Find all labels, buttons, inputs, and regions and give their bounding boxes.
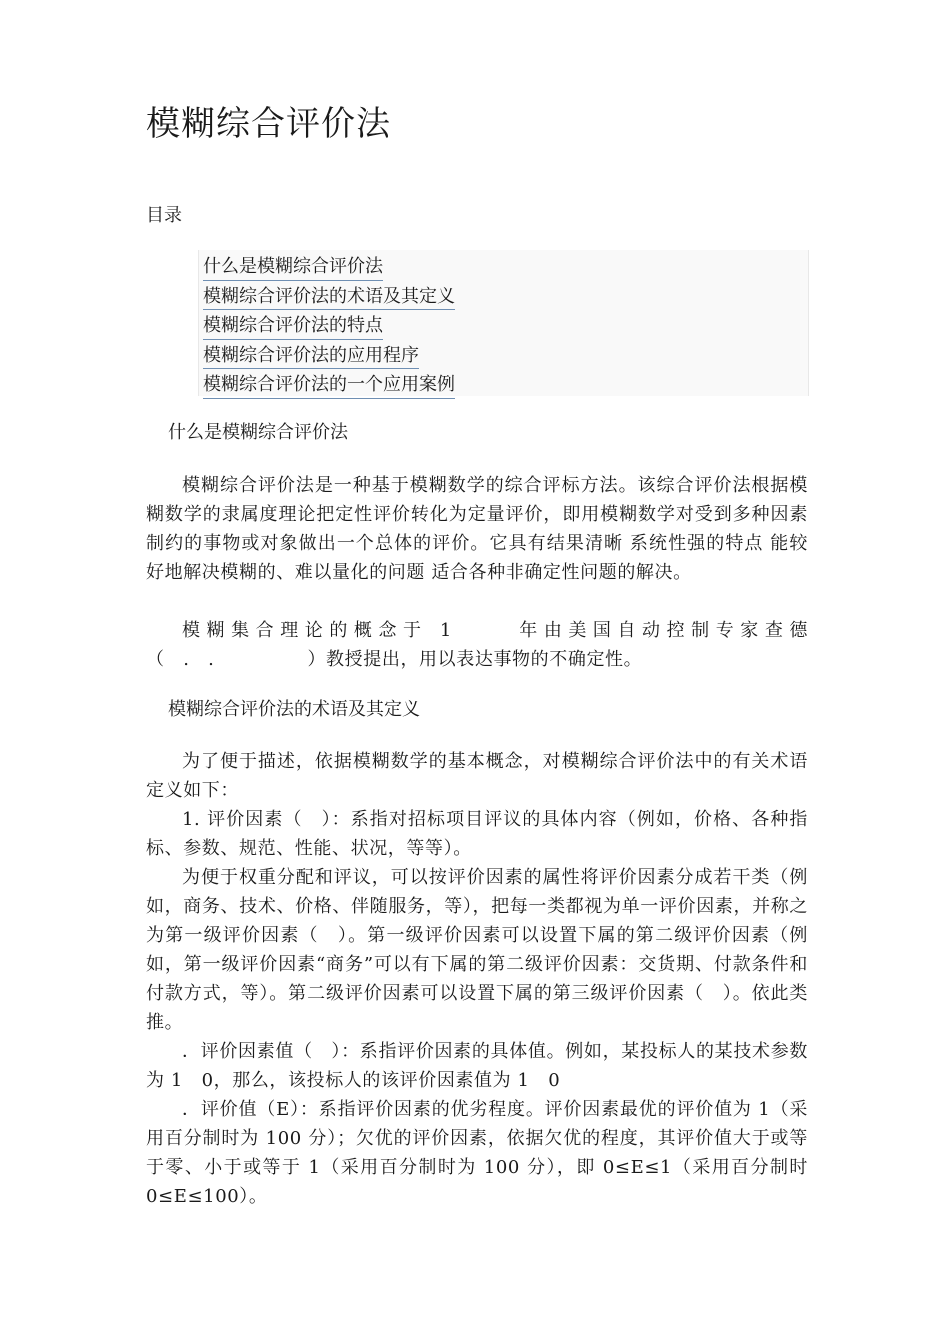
toc-link-terms[interactable]: 模糊综合评价法的术语及其定义	[203, 283, 455, 311]
toc-link-case[interactable]: 模糊综合评价法的一个应用案例	[203, 371, 455, 399]
paragraph-evaluation-value: ．评价值（E）：系指评价因素的优劣程度。评价因素最优的评价值为 1（采用百分制时为 100 分）；欠优的评价因素，依据欠优的程度，其评价值大于或等于零、小于或等于 1（采用百分制时为 100 分），即 0≤E≤1（采用百分制时 0≤E≤100）。	[146, 1099, 808, 1207]
paragraph-definition: 模糊综合评价法是一种基于模糊数学的综合评标方法。该综合评价法根据模糊数学的隶属度理论把定性评价转化为定量评价，即用模糊数学对受到多种因素制约的事物或对象做出一个总体的评价。它具有结果清晰 系统性强的特点 能较好地解决模糊的、难以量化的问题 适合各种非确定性问题的解决。	[146, 475, 808, 583]
table-of-contents	[198, 250, 809, 396]
toc-link-features[interactable]: 模糊综合评价法的特点	[203, 312, 383, 340]
section-heading-terms: 模糊综合评价法的术语及其定义	[168, 699, 420, 720]
toc-link-procedure[interactable]: 模糊综合评价法的应用程序	[203, 342, 419, 370]
document-title: 模糊综合评价法	[146, 104, 391, 144]
paragraph-terms-intro: 为了便于描述，依据模糊数学的基本概念，对模糊综合评价法中的有关术语定义如下：	[146, 751, 808, 801]
toc-heading: 目录	[146, 205, 182, 226]
toc-link-what-is[interactable]: 什么是模糊综合评价法	[203, 253, 383, 281]
paragraph-factor-levels: 为便于权重分配和评议，可以按评价因素的属性将评价因素分成若干类（例如，商务、技术、价格、伴随服务，等），把每一类都视为单一评价因素，并称之为第一级评价因素（ ）。第一级评价因素可以设置下属的第二级评价因素（例如，第一级评价因素“商务”可以有下属的第二级评价因素：交货期、付款条件和付款方式，等）。第二级评价因素可以设置下属的第三级评价因素（ ）。依此类推。	[146, 867, 808, 1033]
paragraph-evaluation-factor: 1. 评价因素（ ）：系指对招标项目评议的具体内容（例如，价格、各种指标、参数、规范、性能、状况，等等）。	[146, 809, 808, 859]
paragraph-origin: 模糊集合理论的概念于 1 年由美国自动控制专家查德（ . . ）教授提出，用以表达事物的不确定性。	[146, 620, 808, 670]
section-heading-what-is: 什么是模糊综合评价法	[168, 422, 348, 443]
paragraph-factor-value: ．评价因素值（ ）：系指评价因素的具体值。例如，某投标人的某技术参数为 1 0，那么，该投标人的该评价因素值为 1 0	[146, 1041, 808, 1091]
